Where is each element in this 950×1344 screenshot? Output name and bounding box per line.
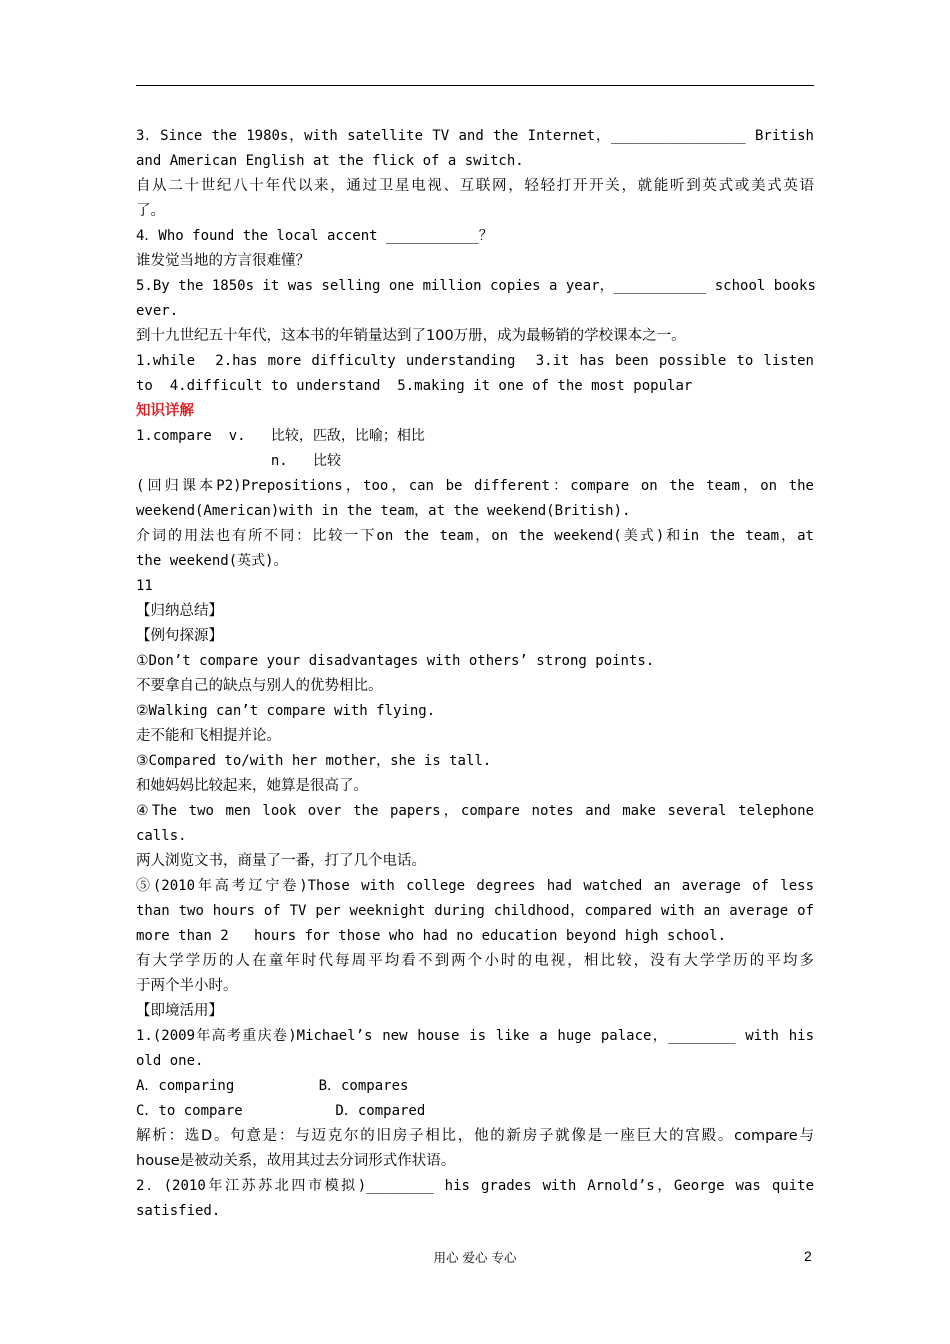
text-line: 3．Since the 1980s，with satellite TV and the Internet，________________ British xyxy=(136,128,814,144)
text-line: ①Don’t compare your disadvantages with others’ strong points. xyxy=(136,653,655,669)
page-footer xyxy=(0,1248,950,1268)
page-number: 2 xyxy=(804,1248,812,1264)
text-line: 【即境活用】 xyxy=(136,1003,223,1019)
text-line: weekend(American)with in the team，at the weekend(British). xyxy=(136,503,631,519)
text-line: 走不能和飞相提并论。 xyxy=(136,728,281,744)
text-line: n. 比较 xyxy=(136,453,342,469)
text-line: 1.compare v. 比较，匹敌，比喻；相比 xyxy=(136,428,425,444)
text-line: 到十九世纪五十年代，这本书的年销量达到了100万册，成为最畅销的学校课本之一。 xyxy=(136,328,686,344)
text-line: 两人浏览文书，商量了一番，打了几个电话。 xyxy=(136,853,426,869)
text-line: satisfied. xyxy=(136,1203,221,1219)
text-line: 4．Who found the local accent ___________？ xyxy=(136,228,493,244)
document-body xyxy=(136,124,814,1224)
header-rule xyxy=(136,85,814,86)
text-line: 了。 xyxy=(136,203,165,219)
section-heading: 知识详解 xyxy=(136,403,194,419)
text-line: and American English at the flick of a switch. xyxy=(136,153,524,169)
text-line: more than 2 hours for those who had no education beyond high school. xyxy=(136,928,727,944)
text-line: than two hours of TV per weeknight during childhood，compared with an average of xyxy=(136,903,814,919)
text-line: 于两个半小时。 xyxy=(136,978,238,994)
text-line: 谁发觉当地的方言很难懂？ xyxy=(136,253,310,269)
text-line: 1.(2009年高考重庆卷)Michael’s new house is like a huge palace，________ with his xyxy=(136,1028,814,1044)
text-line: ③Compared to/with her mother，she is tall. xyxy=(136,753,492,769)
text-line: 1.while 2.has more difficulty understanding 3.it has been possible to listen xyxy=(136,353,814,369)
text-line: ②Walking can’t compare with flying. xyxy=(136,703,436,719)
text-line: 有大学学历的人在童年时代每周平均看不到两个小时的电视，相比较，没有大学学历的平均多 xyxy=(136,953,814,969)
text-line: 【例句探源】 xyxy=(136,628,223,644)
text-line: ever. xyxy=(136,303,179,319)
text-line: A．comparing B．compares xyxy=(136,1078,409,1094)
text-line: calls. xyxy=(136,828,187,844)
footer-slogan: 用心 爱心 专心 xyxy=(433,1250,517,1265)
text-line: ④The two men look over the papers，compare notes and make several telephone xyxy=(136,803,814,819)
text-line: 和她妈妈比较起来，她算是很高了。 xyxy=(136,778,368,794)
text-line: 自从二十世纪八十年代以来，通过卫星电视、互联网，轻轻打开开关，就能听到英式或美式英语 xyxy=(136,178,814,194)
text-line: 不要拿自己的缺点与别人的优势相比。 xyxy=(136,678,383,694)
text-line: house是被动关系，故用其过去分词形式作状语。 xyxy=(136,1153,456,1169)
text-line: C．to compare D．compared xyxy=(136,1103,426,1119)
text-line: 11 xyxy=(136,578,153,594)
text-line: ⑤(2010年高考辽宁卷)Those with college degrees had watched an average of less xyxy=(136,878,814,894)
text-line: 介词的用法也有所不同：比较一下on the team，on the weekend(美式)和in the team，at xyxy=(136,528,814,544)
text-line: 2．(2010年江苏苏北四市模拟)________ his grades with Arnold’s，George was quite xyxy=(136,1178,814,1194)
text-line: 5.By the 1850s it was selling one million copies a year，___________ school books xyxy=(136,278,816,294)
text-line: 解析：选D。句意是：与迈克尔的旧房子相比，他的新房子就像是一座巨大的宫殿。compare与 xyxy=(136,1128,814,1144)
text-line: old one. xyxy=(136,1053,204,1069)
text-line: 【归纳总结】 xyxy=(136,603,223,619)
text-line: the weekend(英式)。 xyxy=(136,553,288,569)
text-line: (回归课本P2)Prepositions，too，can be different：compare on the team，on the xyxy=(136,478,814,494)
text-line: to 4.difficult to understand 5.making it one of the most popular xyxy=(136,378,693,394)
